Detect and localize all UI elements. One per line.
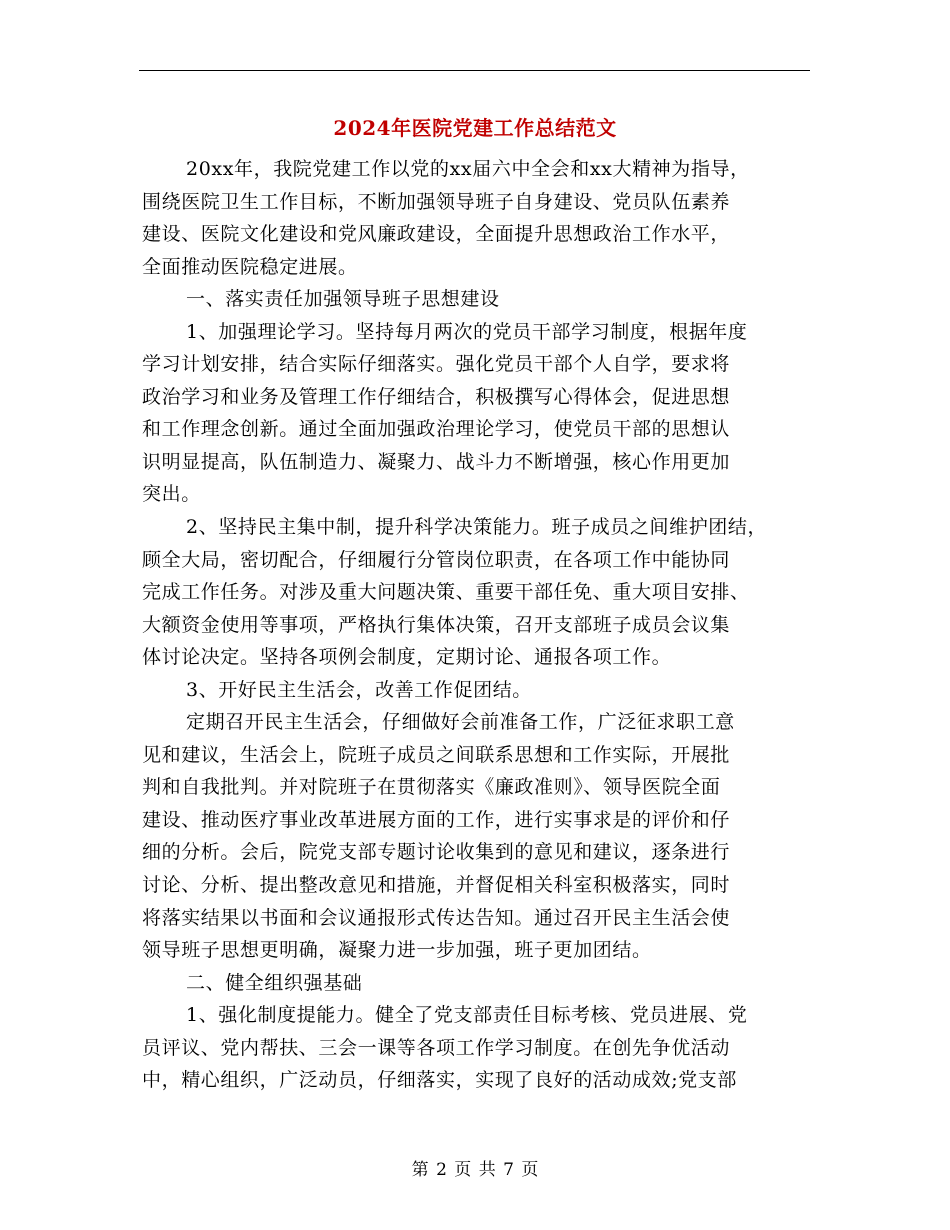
paragraph-line: 顾全大局，密切配合，仔细履行分管岗位职责，在各项工作中能协同 xyxy=(142,548,731,571)
document-body xyxy=(142,153,842,1097)
paragraph-line: 中，精心组织，广泛动员，仔细落实，实现了良好的活动成效;党支部 xyxy=(142,1069,738,1092)
paragraph-line: 突出。 xyxy=(142,483,201,506)
paragraph-line: 判和自我批判。并对院班子在贯彻落实《廉政准则》、领导医院全面 xyxy=(142,776,721,799)
section-heading: 一、落实责任加强领导班子思想建设 xyxy=(186,288,500,311)
paragraph-line: 全面推动医院稳定进展。 xyxy=(142,255,358,278)
paragraph-line: 建设、推动医疗事业改革进展方面的工作，进行实事求是的评价和仔 xyxy=(142,808,731,831)
section-heading: 二、健全组织强基础 xyxy=(186,971,363,994)
paragraph-line: 体讨论决定。坚持各项例会制度，定期讨论、通报各项工作。 xyxy=(142,646,672,669)
paragraph-line: 定期召开民主生活会，仔细做好会前准备工作，广泛征求职工意 xyxy=(186,711,735,734)
paragraph-line: 讨论、分析、提出整改意见和措施，并督促相关科室积极落实，同时 xyxy=(142,874,731,897)
paragraph-line: 围绕医院卫生工作目标，不断加强领导班子自身建设、党员队伍素养 xyxy=(142,190,731,213)
document-title: 2024年医院党建工作总结范文 xyxy=(333,116,617,140)
page-number: 第 2 页 共 7 页 xyxy=(411,1160,539,1180)
paragraph-line: 学习计划安排，结合实际仔细落实。强化党员干部个人自学，要求将 xyxy=(142,353,731,376)
paragraph-line: 细的分析。会后，院党支部专题讨论收集到的意见和建议，逐条进行 xyxy=(142,841,731,864)
paragraph-line: 领导班子思想更明确，凝聚力进一步加强，班子更加团结。 xyxy=(142,939,652,962)
paragraph-line: 1、强化制度提能力。健全了党支部责任目标考核、党员进展、党 xyxy=(186,1004,748,1027)
paragraph-line: 将落实结果以书面和会议通报形式传达告知。通过召开民主生活会使 xyxy=(142,906,731,929)
paragraph-line: 员评议、党内帮扶、三会一课等各项工作学习制度。在创先争优活动 xyxy=(142,1036,731,1059)
paragraph-line: 识明显提高，队伍制造力、凝聚力、战斗力不断增强，核心作用更加 xyxy=(142,450,731,473)
paragraph-line: 20xx年，我院党建工作以党的xx届六中全会和xx大精神为指导， xyxy=(186,158,750,180)
paragraph-line: 建设、医院文化建设和党风廉政建设，全面提升思想政治工作水平， xyxy=(142,223,731,246)
header-rule xyxy=(139,70,810,71)
paragraph-line: 政治学习和业务及管理工作仔细结合，积极撰写心得体会，促进思想 xyxy=(142,385,731,408)
paragraph-line: 和工作理念创新。通过全面加强政治理论学习，使党员干部的思想认 xyxy=(142,418,731,441)
paragraph-line: 3、开好民主生活会，改善工作促团结。 xyxy=(186,678,532,701)
paragraph-line: 1、加强理论学习。坚持每月两次的党员干部学习制度，根据年度 xyxy=(186,320,748,343)
paragraph-line: 大额资金使用等事项，严格执行集体决策，召开支部班子成员会议集 xyxy=(142,613,731,636)
paragraph-line: 完成工作任务。对涉及重大问题决策、重要干部任免、重大项目安排、 xyxy=(142,581,750,604)
paragraph-line: 见和建议，生活会上，院班子成员之间联系思想和工作实际，开展批 xyxy=(142,743,731,766)
paragraph-line: 2、坚持民主集中制，提升科学决策能力。班子成员之间维护团结， xyxy=(186,516,768,539)
